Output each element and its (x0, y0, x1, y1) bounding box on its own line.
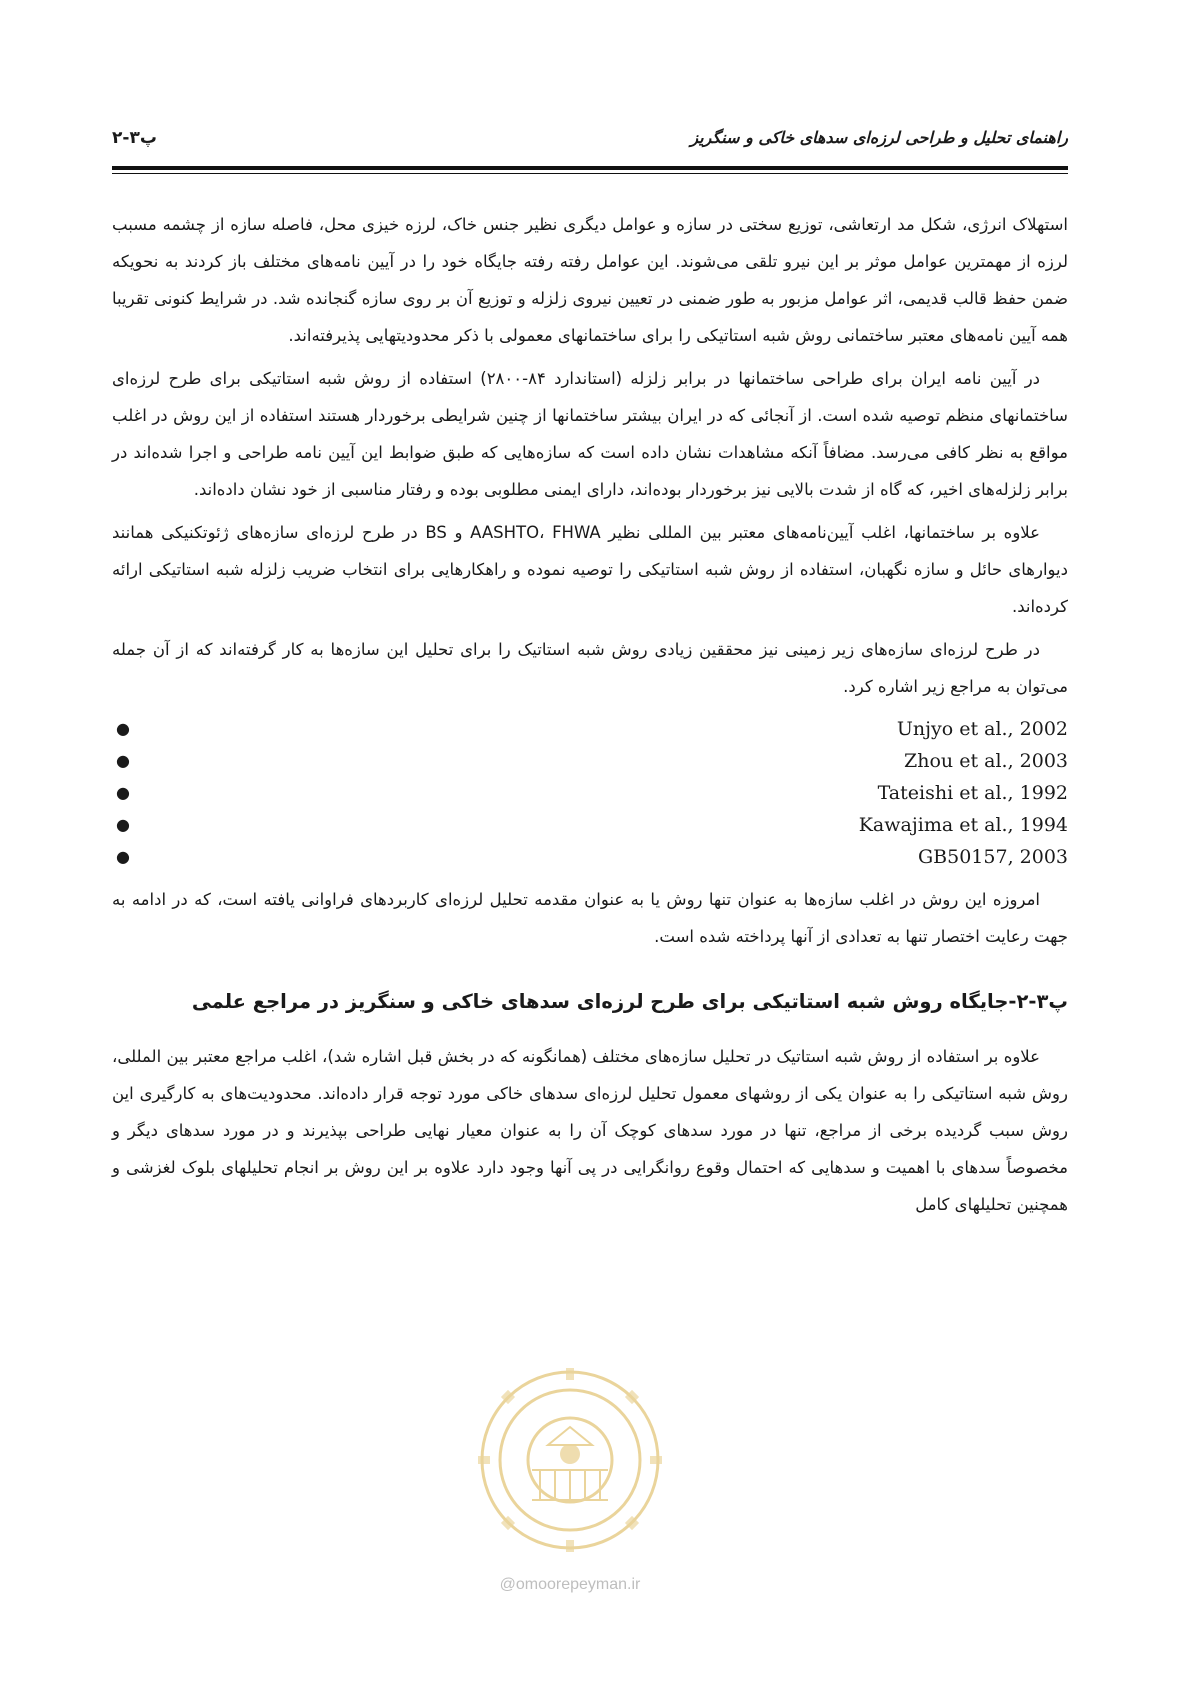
paragraph-5: امروزه این روش در اغلب سازه‌ها به عنوان تنها روش یا به عنوان مقدمه تحلیل لرزه‌ای کاربردهای فراوانی یافته است، که در ادامه به جهت رعایت اختصار تنها به تعدادی از آنها پرداخته شده است. (112, 890, 1068, 946)
paragraph-4: در طرح لرزه‌ای سازه‌های زیر زمینی نیز محققین زیادی روش شبه استاتیک را برای تحلیل این سازه‌ها به کار گرفته‌اند که از آن جمله می‌توان به مراجع زیر اشاره کرد. (112, 640, 1068, 696)
paragraph-2: در آیین نامه ایران برای طراحی ساختمانها در برابر زلزله (استاندارد ۸۴-۲۸۰۰) استفاده از روش شبه استاتیکی برای طرح لرزه‌ای ساختمانهای منظم توصیه شده است. از آنجائی که در ایران بیشتر ساختمانها از چنین شرایطی برخوردار هستند استفاده از این روش در اغلب مواقع به نظر کافی می‌رسد. مضافاً آنکه مشاهدات نشان داده است که سازه‌هایی که طبق ضوابط این آیین نامه طراحی و اجرا شده‌اند در برابر زلزله‌های اخیر، که گاه از شدت بالایی نیز برخوردار بوده‌اند، دارای ایمنی مطلوبی بوده و رفتار مناسبی از خود نشان داده‌اند. (112, 369, 1068, 499)
header-rule (112, 166, 1068, 170)
bullet-icon: ● (116, 783, 130, 802)
bullet-icon: ● (116, 815, 130, 834)
paragraph-6: علاوه بر استفاده از روش شبه استاتیک در تحلیل سازه‌های مختلف (همانگونه که در بخش قبل اشاره شد)، اغلب مراجع معتبر بین المللی، روش شبه استاتیکی را به عنوان یکی از روشهای معمول تحلیل لرزه‌ای سدهای خاکی مورد توجه قرار داده‌اند. محدودیت‌های به کارگیری این روش سبب گردیده برخی از مراجع، تنها در مورد سدهای کوچک آن را به عنوان معیار نهایی طراحی بپذیرند و در مورد سدهای دیگر و مخصوصاً سدهای با اهمیت و سدهایی که احتمال وقوع روانگرایی در پی آنها وجود دارد علاوه بر این روش بر انجام تحلیلهای بلوک لغزشی و همچنین تحلیلهای کامل (112, 1047, 1068, 1214)
paragraph-3: علاوه بر ساختمانها، اغلب آیین‌نامه‌های معتبر بین المللی نظیر AASHTO، FHWA و BS در طرح لرزه‌ای سازه‌های ژئوتکنیکی همانند دیوارهای حائل و سازه نگهبان، استفاده از روش شبه استاتیکی را توصیه نموده و راهکارهایی برای انتخاب ضریب زلزله شبه استاتیکی ارائه کرده‌اند. (112, 523, 1068, 616)
reference-item: ● GB50157, 2003 (112, 841, 1068, 873)
header-rule-thin (112, 173, 1068, 174)
seal-logo-icon (470, 1350, 670, 1570)
reference-item: ● Unjyo et al., 2002 (112, 713, 1068, 745)
reference-item: ● Tateishi et al., 1992 (112, 777, 1068, 809)
section-heading: پ۳-۲-جایگاه روش شبه استاتیکی برای طرح لرزه‌ای سدهای خاکی و سنگریز در مراجع علمی (191, 990, 1068, 1013)
bullet-icon: ● (116, 751, 130, 770)
reference-item: ● Zhou et al., 2003 (112, 745, 1068, 777)
paragraph-1: استهلاک انرژی، شکل مد ارتعاشی، توزیع سختی در سازه و عوامل دیگری نظیر جنس خاک، لرزه خیزی محل، فاصله سازه از چشمه مسبب لرزه از مهمترین عوامل موثر بر این نیرو تلقی می‌شوند. این عوامل رفته رفته جایگاه خود را در آیین نامه‌های مختلف باز کردند به نحویکه ضمن حفظ قالب قدیمی، اثر عوامل مزبور به طور ضمنی در تعیین نیروی زلزله و توزیع آن بر روی سازه گنجانده شد. در شرایط کنونی تقریبا همه آیین نامه‌های معتبر ساختمانی روش شبه استاتیکی را برای ساختمانهای معمولی با ذکر محدودیتهایی پذیرفته‌اند. (112, 215, 1068, 345)
page-number: پ۳-۲ (112, 128, 157, 148)
page-header (112, 128, 1068, 160)
reference-list (112, 713, 1068, 873)
running-title: راهنمای تحلیل و طراحی لرزه‌ای سدهای خاکی و سنگریز (690, 128, 1068, 147)
bullet-icon: ● (116, 847, 130, 866)
reference-item: ● Kawajima et al., 1994 (112, 809, 1068, 841)
watermark-url: @omoorepeyman.ir (499, 1576, 641, 1593)
page-body (112, 206, 1068, 1229)
watermark (470, 1350, 670, 1600)
bullet-icon: ● (116, 719, 130, 738)
